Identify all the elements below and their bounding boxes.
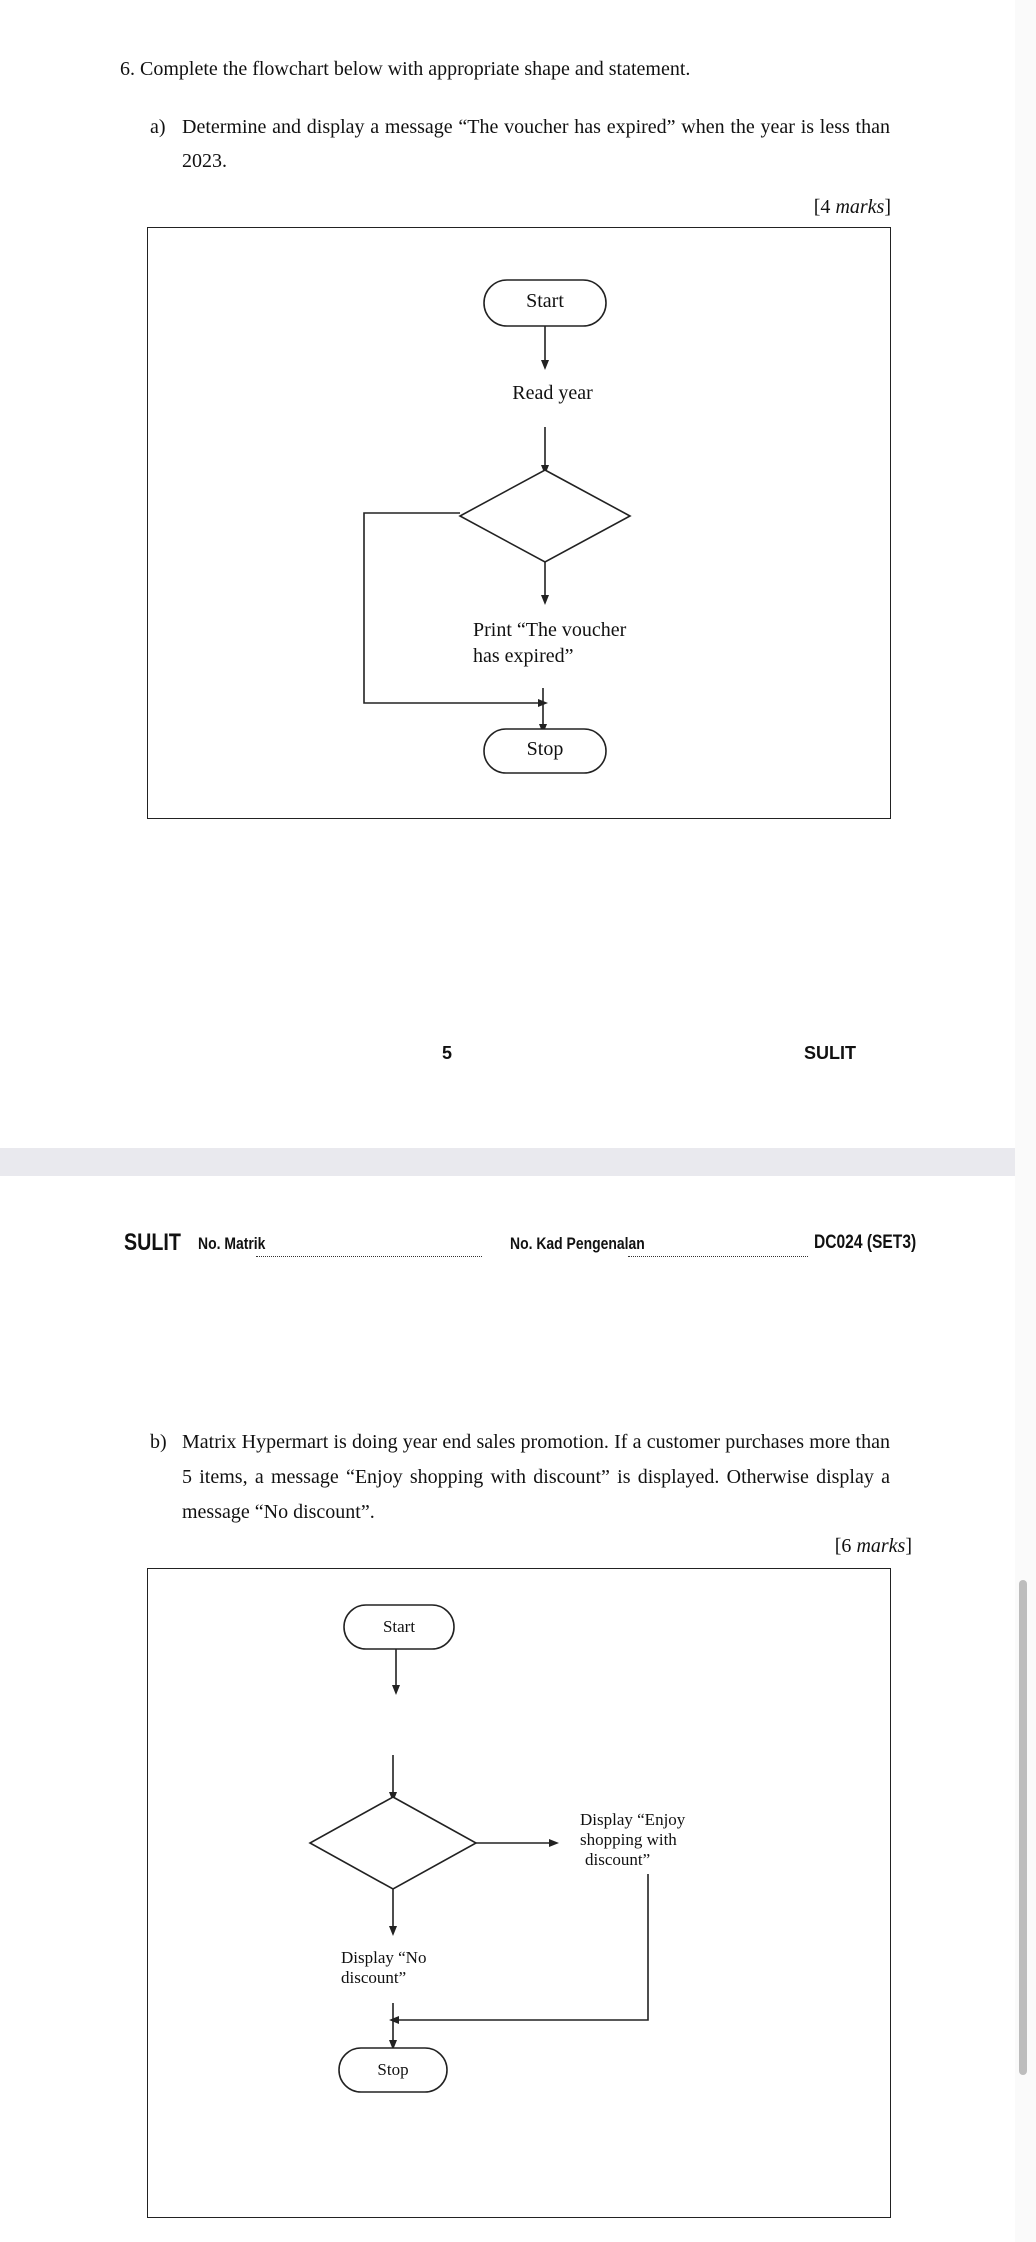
header-code: DC024 (SET3) (814, 1232, 917, 1253)
part-b-text: Matrix Hypermart is doing year end sales promotion. If a customer purchases more than 5 items, a message “Enjoy shopping with discount” is displayed. Otherwise display a message “No discount”. (182, 1431, 890, 1523)
part-b-label: b) (150, 1431, 167, 1453)
header-kad-label: No. Kad Pengenalan (510, 1234, 645, 1253)
footer-sulit: SULIT (804, 1043, 856, 1063)
part-a-marks: [4 marks] (813, 196, 891, 218)
header-matrik-label: No. Matrik (198, 1234, 266, 1253)
b-enjoy-line2: shopping with (580, 1830, 677, 1849)
question-6-title: 6. Complete the flowchart below with appropriate shape and statement. (120, 58, 691, 80)
b-stop-label: Stop (377, 2060, 409, 2079)
a-print-line1: Print “The voucher (473, 619, 627, 641)
a-decision-diamond (460, 470, 630, 562)
a-print-line2: has expired” (473, 645, 574, 667)
part-a-text: Determine and display a message “The voucher has expired” when the year is less than 2023. (182, 116, 890, 172)
part-a-label: a) (150, 116, 166, 138)
part-b-marks: [6 marks] (834, 1535, 912, 1557)
b-enjoy-line1: Display “Enjoy (580, 1810, 686, 1829)
header-sulit: SULIT (124, 1229, 181, 1256)
a-start-label: Start (526, 290, 564, 312)
b-no-discount-line1: Display “No (341, 1948, 427, 1967)
b-enjoy-return-line (394, 1874, 648, 2020)
b-no-discount-line2: discount” (341, 1968, 407, 1987)
b-enjoy-line3: discount” (585, 1850, 651, 1869)
b-decision-diamond (310, 1797, 476, 1889)
a-stop-label: Stop (526, 738, 564, 760)
b-start-label: Start (382, 1617, 416, 1636)
page-number: 5 (442, 1043, 453, 1063)
scrollbar-thumb[interactable] (1019, 1580, 1027, 2075)
a-read-year-label: Read year (512, 382, 593, 404)
